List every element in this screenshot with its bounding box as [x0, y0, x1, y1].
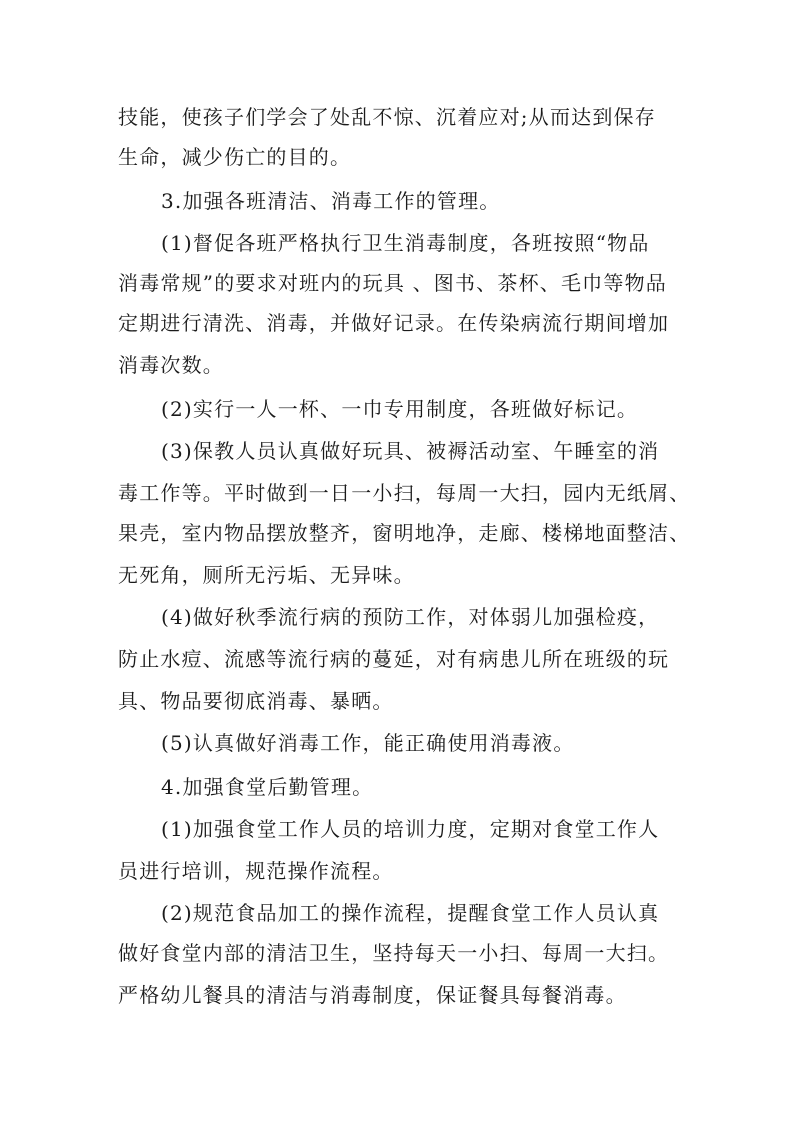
text-line: (1)加强食堂工作人员的培训力度，定期对食堂工作人 — [161, 817, 660, 841]
text-line: 技能，使孩子们学会了处乱不惊、沉着应对;从而达到保存 — [118, 105, 656, 129]
text-line: (3)保教人员认真做好玩具、被褥活动室、午睡室的消 — [161, 439, 660, 463]
text-line: (2)规范食品加工的操作流程，提醒食堂工作人员认真 — [161, 901, 660, 925]
text-line: 员进行培训，规范操作流程。 — [118, 859, 394, 883]
text-line: 严格幼儿餐具的清洁与消毒制度，保证餐具每餐消毒。 — [118, 983, 627, 1007]
text-line: 消毒次数。 — [118, 353, 224, 377]
text-line: 生命，减少伤亡的目的。 — [118, 145, 352, 169]
text-line: 无死角，厕所无污垢、无异味。 — [118, 563, 415, 587]
section-heading: 3.加强各班清洁、消毒工作的管理。 — [161, 189, 501, 213]
text-line: (5)认真做好消毒工作，能正确使用消毒液。 — [161, 731, 575, 755]
text-line: 消毒常规”的要求对班内的玩具 、图书、茶杯、毛巾等物品 — [118, 271, 667, 295]
text-line: (4)做好秋季流行病的预防工作，对体弱儿加强检疫， — [161, 605, 660, 629]
text-line: (2)实行一人一杯、一巾专用制度，各班做好标记。 — [161, 397, 639, 421]
text-line: (1)督促各班严格执行卫生消毒制度，各班按照“物品 — [161, 231, 650, 255]
text-line: 做好食堂内部的清洁卫生，坚持每天一小扫、每周一大扫。 — [118, 941, 670, 965]
text-line: 毒工作等。平时做到一日一小扫，每周一大扫，园内无纸屑、 — [118, 481, 691, 505]
text-line: 具、物品要彻底消毒、暴晒。 — [118, 689, 394, 713]
section-heading: 4.加强食堂后勤管理。 — [161, 775, 374, 799]
text-line: 防止水痘、流感等流行病的蔓延，对有病患儿所在班级的玩 — [118, 647, 670, 671]
text-line: 定期进行清洗、消毒，并做好记录。在传染病流行期间增加 — [118, 311, 670, 335]
text-line: 果壳，室内物品摆放整齐，窗明地净，走廊、楼梯地面整洁、 — [118, 521, 691, 545]
